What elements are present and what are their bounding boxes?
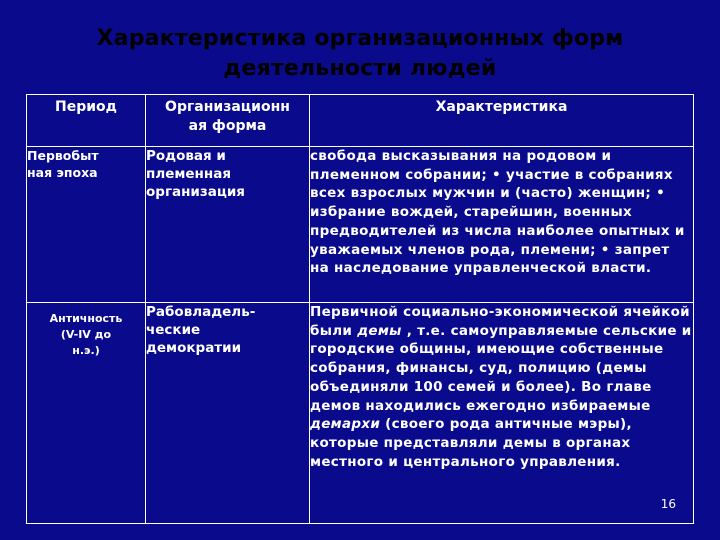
period-cell bbox=[27, 147, 146, 303]
desc-text: Первичной социально-экономической ячейкой были bbox=[310, 304, 690, 339]
form-cell bbox=[146, 303, 310, 524]
slide-number: 16 bbox=[660, 497, 676, 511]
period-line: ная эпоха bbox=[27, 165, 98, 180]
period-line: н.э.) bbox=[72, 344, 100, 357]
desc-text: (своего рода античные мэры), которые представляли демы в органах местного и центрального управления. bbox=[310, 416, 632, 470]
description-cell: свобода высказывания на родовом и племенном собрании; • участие в собраниях всех взрослых мужчин и (часто) женщин; • избрание вождей, старейшин, военных предводителей из числа наиболее опытных и уважаемых членов рода, племени; • запрет на наследование управленческой власти. bbox=[310, 147, 694, 303]
header-form-line-2: ая форма bbox=[188, 118, 267, 134]
form-cell bbox=[146, 147, 310, 303]
table-row bbox=[27, 303, 694, 524]
header-form bbox=[146, 95, 310, 147]
period-line: Античность bbox=[49, 312, 123, 325]
period-cell bbox=[27, 303, 146, 524]
desc-emphasis: демы bbox=[357, 322, 402, 339]
form-line: ческие bbox=[146, 322, 201, 338]
desc-emphasis: демархи bbox=[310, 416, 381, 433]
page-title bbox=[0, 24, 720, 84]
form-line: племенная bbox=[146, 166, 231, 182]
header-period: Период bbox=[27, 95, 146, 147]
period-line: (V-IV до bbox=[60, 328, 112, 341]
description-cell bbox=[310, 303, 694, 524]
table-header-row bbox=[27, 95, 694, 147]
header-characteristic: Характеристика bbox=[310, 95, 694, 147]
desc-text: , т.е. самоуправляемые сельские и городские общины, имеющие собственные собрания, финансы, суд, полицию (демы объединяли 100 семей и более). Во главе демов находились ежегодно избираемые bbox=[310, 322, 692, 414]
title-line-2: деятельности людей bbox=[223, 56, 497, 81]
table-row bbox=[27, 147, 694, 303]
title-line-1: Характеристика организационных форм bbox=[96, 26, 624, 51]
header-form-line-1: Организационн bbox=[165, 99, 290, 115]
period-line: Первобыт bbox=[27, 148, 99, 163]
form-line: организация bbox=[146, 184, 245, 200]
form-line: Рабовладель- bbox=[146, 304, 256, 320]
form-line: Родовая и bbox=[146, 148, 226, 164]
form-line: демократии bbox=[146, 340, 242, 356]
characteristics-table bbox=[26, 94, 694, 524]
